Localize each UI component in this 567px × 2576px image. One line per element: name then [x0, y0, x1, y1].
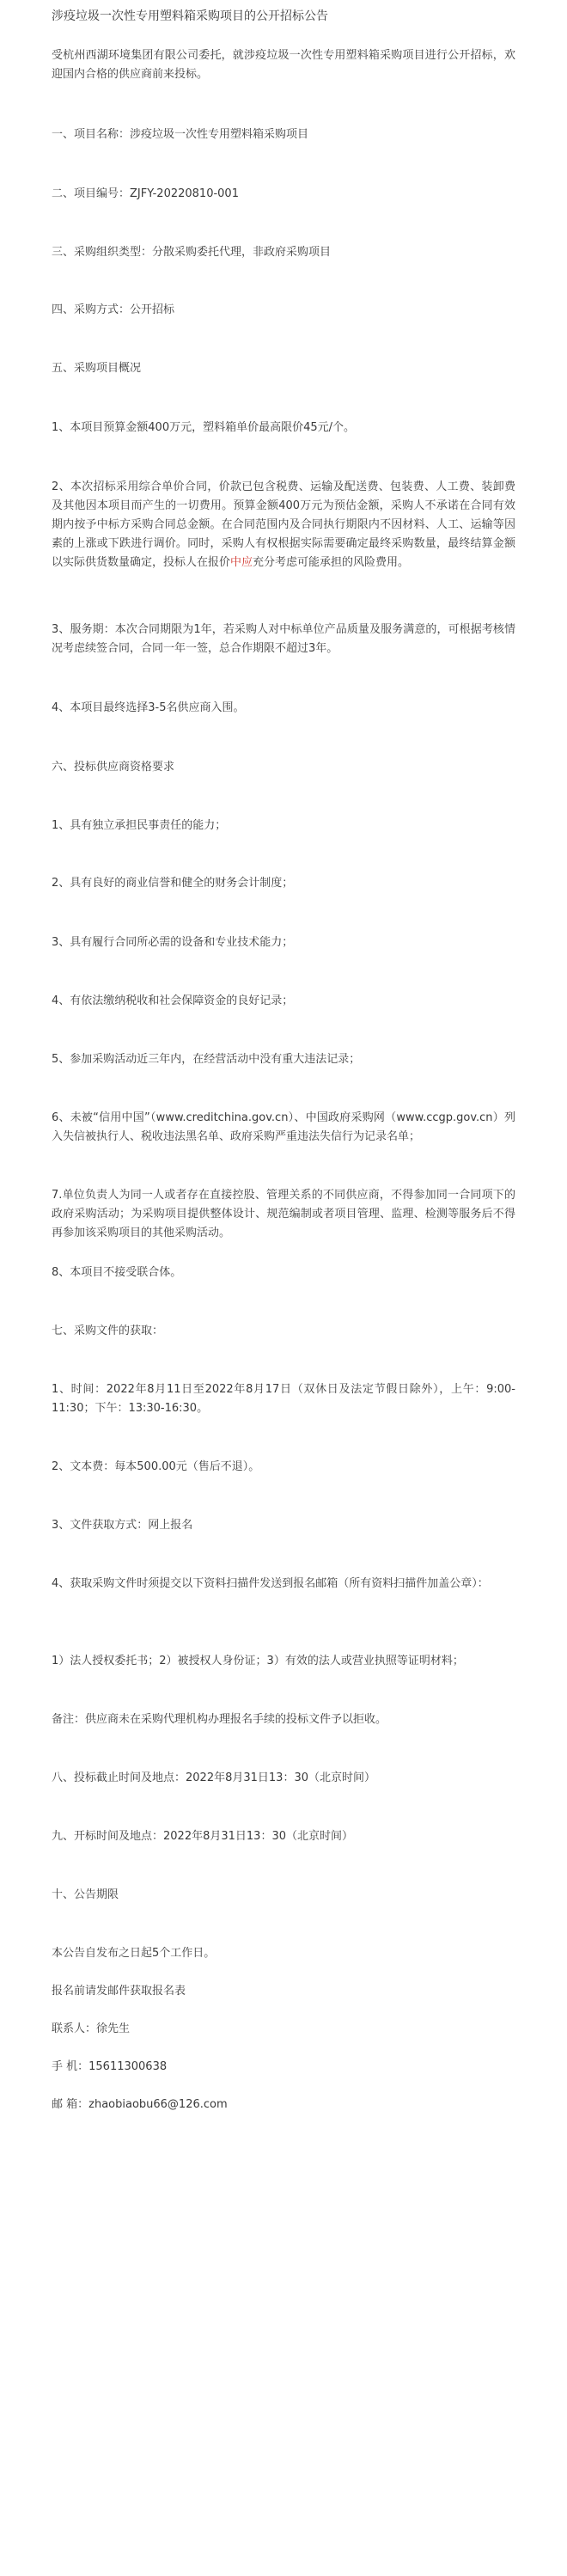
qualification-item-1: 1、具有独立承担民事责任的能力；: [52, 819, 227, 832]
qualification-item-8: 8、本项目不接受联合体。: [52, 1266, 182, 1279]
overview-item-3: 3、服务期：本次合同期限为1年，若采购人对中标单位产品质量及服务满意的，可根据考核情况考虑续签合同，合同一年一签，总合作期限不超过3年。: [52, 623, 515, 655]
section-project-number: 二、项目编号：ZJFY-20220810-001: [52, 187, 239, 200]
documents-note: 备注：供应商未在采购代理机构办理报名手续的投标文件予以拒收。: [52, 1713, 387, 1726]
qualification-item-3: 3、具有履行合同所必需的设备和专业技术能力；: [52, 936, 294, 949]
overview-item-2-tail: 充分考虑可能承担的风险费用。: [253, 556, 410, 569]
section-notice-period-heading: 十、公告期限: [52, 1888, 119, 1901]
section-bid-opening: 九、开标时间及地点：2022年8月31日13：30（北京时间）: [52, 1830, 353, 1843]
qualification-item-4: 4、有依法缴纳税收和社会保障资金的良好记录；: [52, 994, 294, 1007]
documents-item-4: 4、获取采购文件时须提交以下资料扫描件发送到报名邮箱（所有资料扫描件加盖公章）：: [52, 1577, 489, 1590]
documents-item-1: 1、时间：2022年8月11日至2022年8月17日（双休日及法定节假日除外），上午：9:00-11:30；下午：13:30-16:30。: [52, 1383, 515, 1415]
section-overview-heading: 五、采购项目概况: [52, 362, 142, 375]
section-organization-type: 三、采购组织类型：分散采购委托代理，非政府采购项目: [52, 246, 332, 259]
documents-item-4-list: 1）法人授权委托书；2）被授权人身份证；3）有效的法人或营业执照等证明材料；: [52, 1655, 464, 1667]
notice-period-text: 本公告自发布之日起5个工作日。: [52, 1947, 216, 1960]
section-procurement-method: 四、采购方式：公开招标: [52, 303, 175, 316]
intro-paragraph: 受杭州西湖环境集团有限公司委托，就涉疫垃圾一次性专用塑料箱采购项目进行公开招标，欢迎国内合格的供应商前来投标。: [52, 49, 515, 81]
overview-item-4: 4、本项目最终选择3-5名供应商入围。: [52, 701, 245, 714]
overview-item-1: 1、本项目预算金额400万元，塑料箱单价最高限价45元/个。: [52, 421, 356, 434]
contact-instruction: 报名前请发邮件获取报名表: [52, 1985, 186, 1998]
contact-person: 联系人：徐先生: [52, 2022, 131, 2035]
overview-item-2-text: 2、本次招标采用综合单价合同，价款已包含税费、运输及配送费、包装费、人工费、装卸费及其他因本项目而产生的一切费用。预算金额400万元为预估金额，采购人不承诺在合同有效期内按予中标方采购合同总金额。在合同范围内及合同执行期限内不因材料、人工、运输等因素的上涨或下跌进行调价。同时，采购人有权根据实际需要确定最终采购数量，最终结算金额以实际供货数量确定，投标人在报价: [52, 480, 515, 569]
section-documents-heading: 七、采购文件的获取：: [52, 1325, 164, 1337]
overview-item-2-highlight: 中应: [230, 556, 253, 569]
qualification-item-6: 6、未被“信用中国”（www.creditchina.gov.cn）、中国政府采购网（www.ccgp.gov.cn）列入失信被执行人、税收违法黑名单、政府采购严重违法失信行为记录名单；: [52, 1111, 515, 1143]
documents-item-2: 2、文本费：每本500.00元（售后不退）。: [52, 1460, 260, 1473]
documents-item-3: 3、文件获取方式：网上报名: [52, 1519, 193, 1532]
contact-phone: 手 机：15611300638: [52, 2060, 168, 2073]
section-project-name: 一、项目名称：涉疫垃圾一次性专用塑料箱采购项目: [52, 128, 309, 141]
qualification-item-5: 5、参加采购活动近三年内，在经营活动中没有重大违法记录；: [52, 1053, 361, 1066]
qualification-item-7: 7.单位负责人为同一人或者存在直接控股、管理关系的不同供应商，不得参加同一合同项下的政府采购活动；为采购项目提供整体设计、规范编制或者项目管理、监理、检测等服务后不得再参加该采购项目的其他采购活动。: [52, 1189, 515, 1239]
section-bid-deadline: 八、投标截止时间及地点：2022年8月31日13：30（北京时间）: [52, 1771, 375, 1784]
qualification-item-2: 2、具有良好的商业信誉和健全的财务会计制度；: [52, 877, 294, 890]
page-title: 涉疫垃圾一次性专用塑料箱采购项目的公开招标公告: [52, 9, 328, 23]
overview-item-2: [52, 478, 515, 572]
contact-email: 邮 箱：zhaobiaobu66@126.com: [52, 2098, 228, 2111]
section-qualifications-heading: 六、投标供应商资格要求: [52, 761, 175, 774]
